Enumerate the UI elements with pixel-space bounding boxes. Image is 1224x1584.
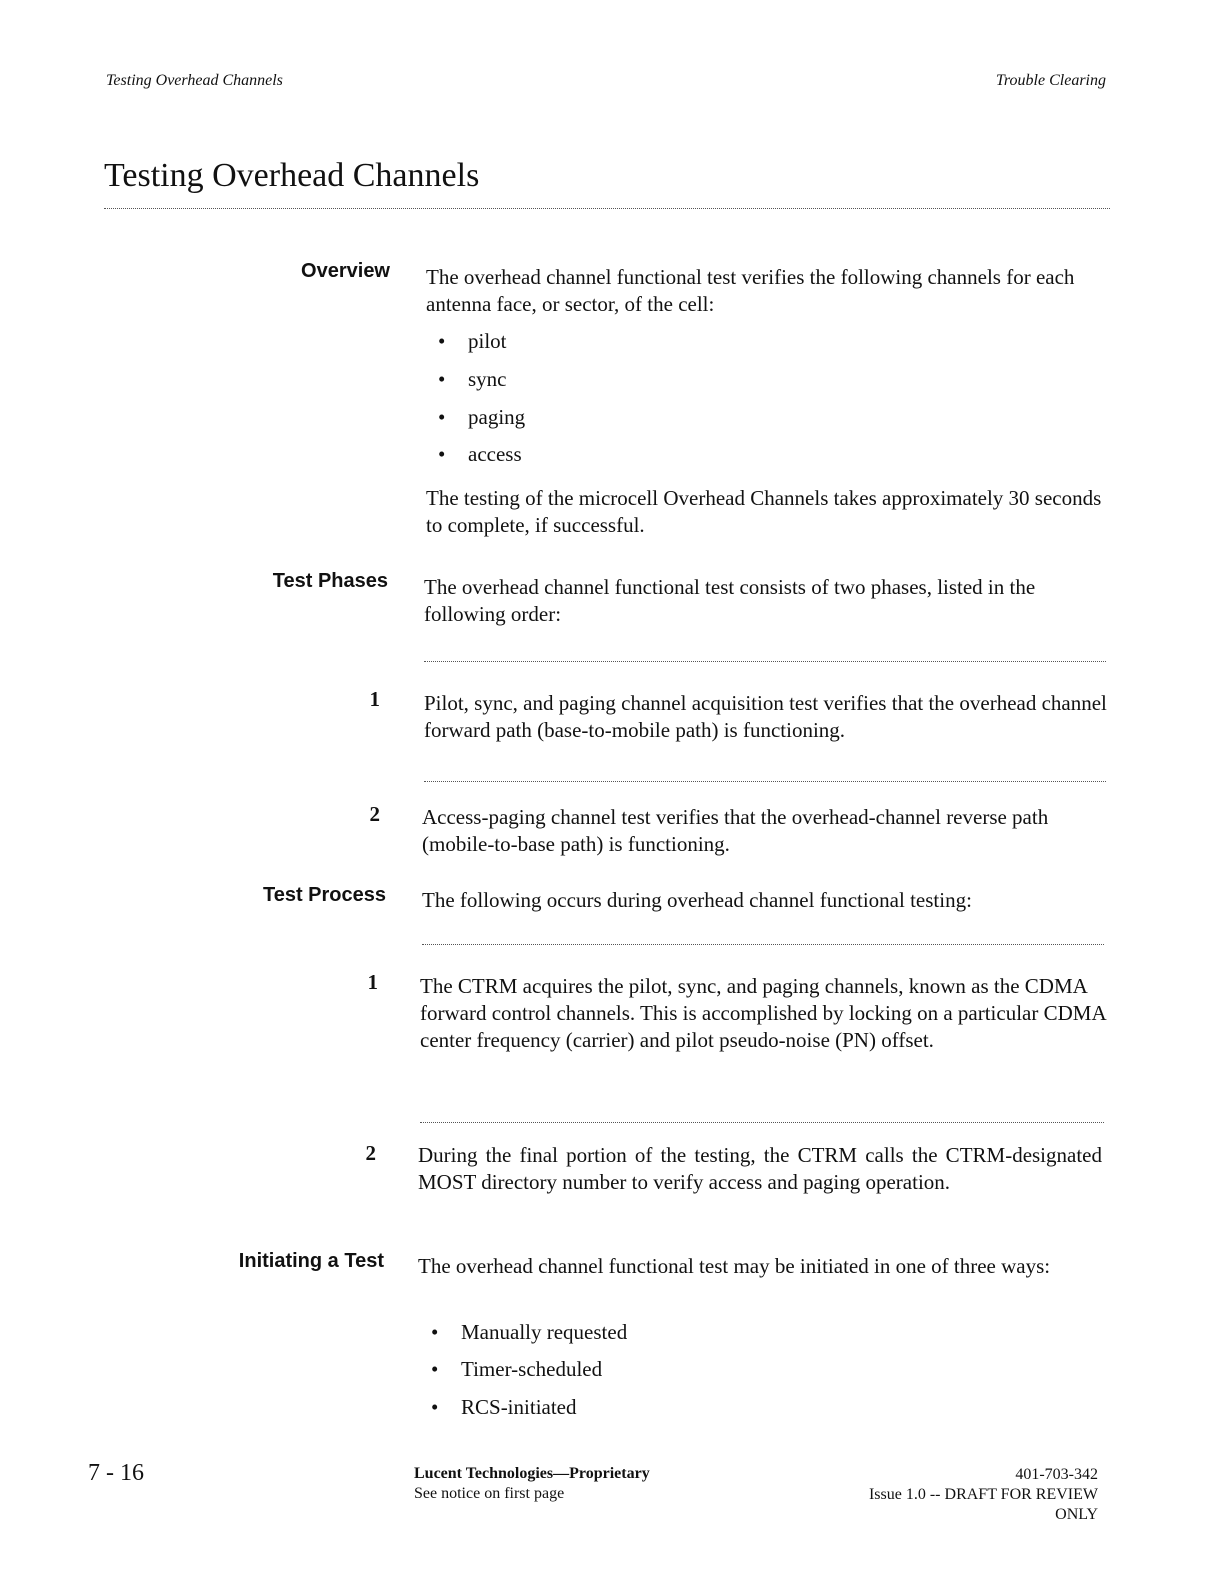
step-rule — [422, 944, 1104, 945]
initiating-intro: The overhead channel functional test may be initiated in one of three ways: — [418, 1254, 1051, 1278]
footer-issue-cont: ONLY — [1055, 1506, 1098, 1523]
overview-closing: The testing of the microcell Overhead Channels takes approximately 30 seconds to complete, if successful. — [426, 486, 1102, 537]
page-title: Testing Overhead Channels — [104, 157, 480, 194]
step-text: During the final portion of the testing, the CTRM calls the CTRM-designated MOST directory number to verify access and paging operation. — [418, 1143, 1102, 1194]
footer-company: Lucent Technologies—Proprietary — [414, 1465, 650, 1482]
step-number: 1 — [367, 970, 378, 994]
test-process-label: Test Process — [262, 884, 386, 906]
test-phases-intro: The overhead channel functional test consists of two phases, listed in the following order: — [424, 575, 1036, 626]
step-text: The CTRM acquires the pilot, sync, and paging channels, known as the CDMA forward control channels. This is accomplished by locking on a particular CDMA center frequency (carrier) and pilot pseudo-noise (PN) offset. — [420, 974, 1106, 1052]
page-number: 7 - 16 — [88, 1460, 144, 1486]
step-number: 2 — [365, 1141, 376, 1165]
step-rule — [424, 781, 1106, 782]
test-phases-label: Test Phases — [272, 570, 388, 592]
title-rule — [104, 208, 1110, 209]
step-text: Access-paging channel test verifies that the overhead-channel reverse path (mobile-to-base path) is functioning. — [422, 805, 1049, 856]
step-text: Pilot, sync, and paging channel acquisition test verifies that the overhead channel forward path (base-to-mobile path) is functioning. — [424, 691, 1107, 742]
footer-issue: Issue 1.0 -- DRAFT FOR REVIEW — [868, 1486, 1098, 1503]
footer-notice: See notice on first page — [414, 1485, 565, 1502]
test-process-intro: The following occurs during overhead channel functional testing: — [422, 888, 972, 912]
footer-doc-number: 401-703-342 — [1015, 1466, 1098, 1483]
step-number: 1 — [369, 687, 380, 711]
initiating-label: Initiating a Test — [238, 1250, 384, 1272]
step-number: 2 — [369, 802, 380, 826]
running-header-left: Testing Overhead Channels — [106, 72, 283, 89]
step-rule — [420, 1122, 1104, 1123]
overview-intro: The overhead channel functional test verifies the following channels for each antenna face, or sector, of the cell: — [426, 265, 1075, 316]
step-rule — [424, 661, 1106, 662]
overview-label: Overview — [301, 260, 390, 282]
running-header-right: Trouble Clearing — [995, 72, 1106, 89]
